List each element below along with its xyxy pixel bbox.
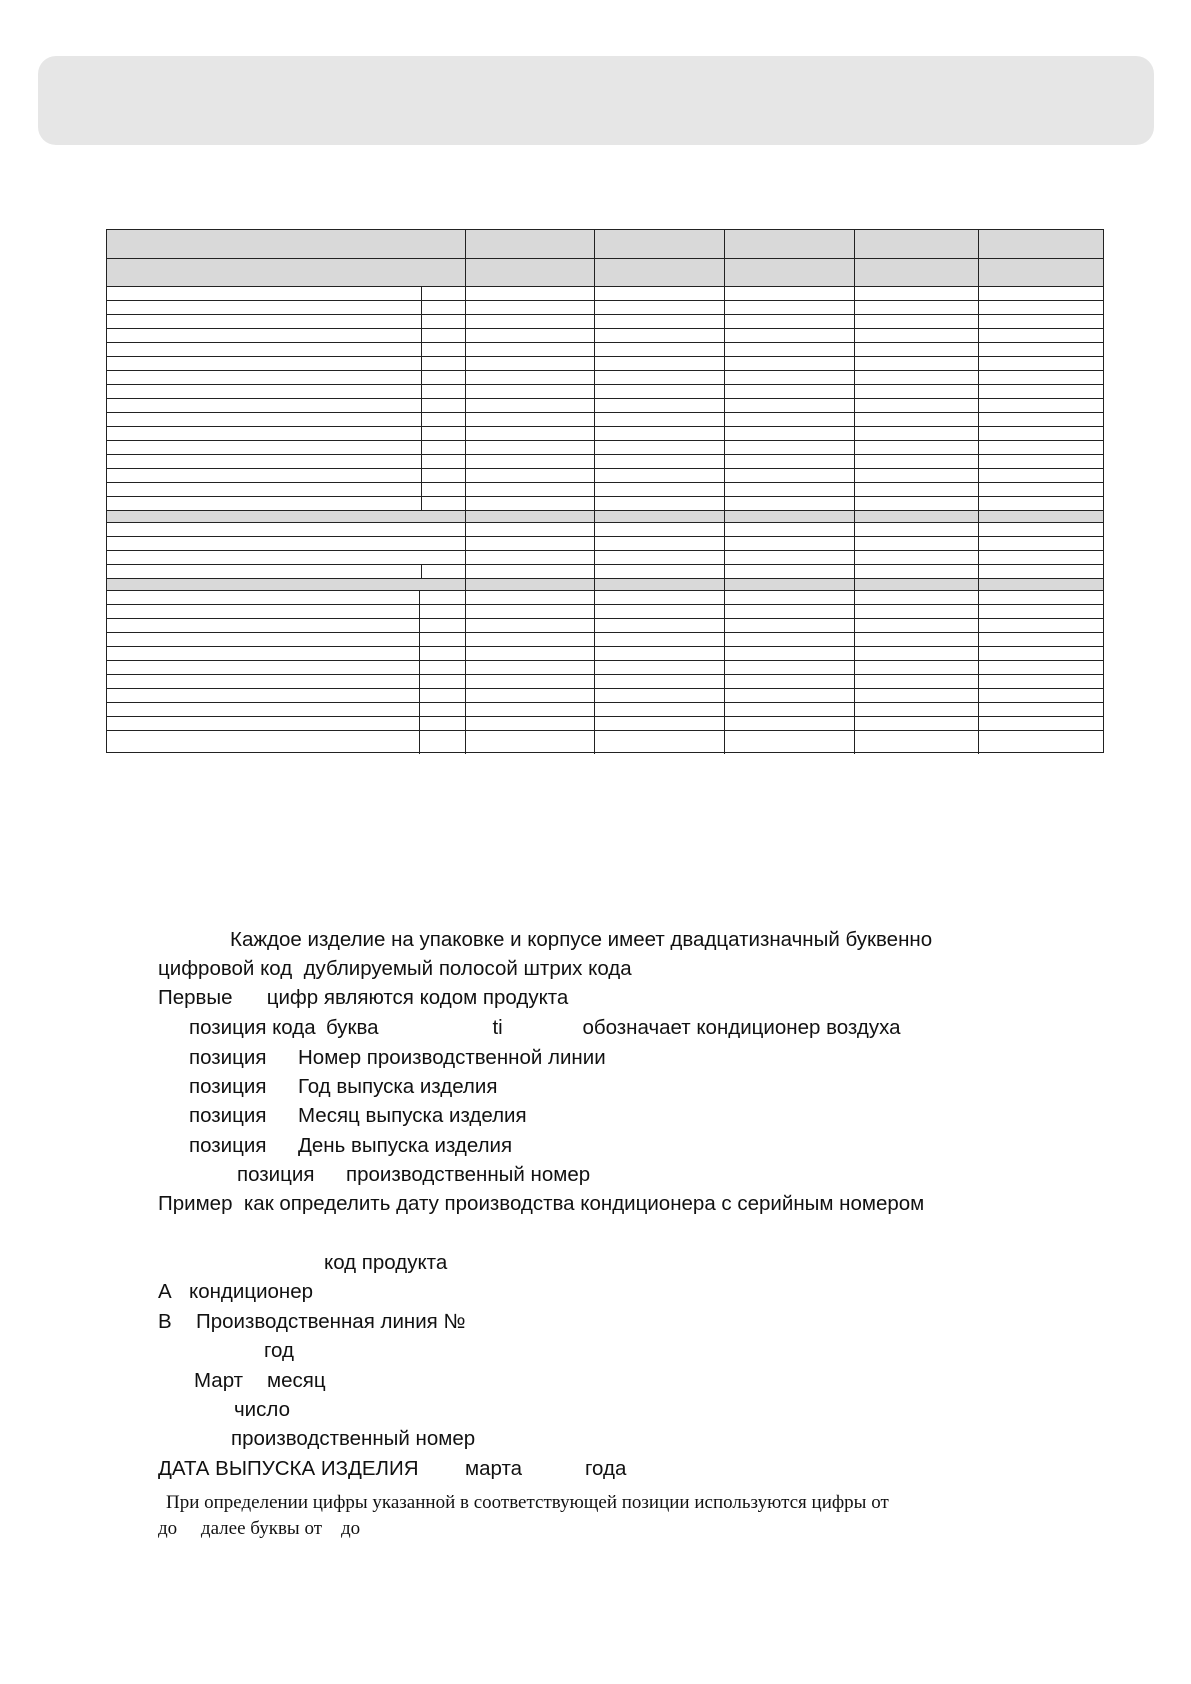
- table-row: [107, 412, 1103, 413]
- note-line-2: до далее буквы от до: [158, 1518, 361, 1539]
- position-label: позиция: [237, 1163, 315, 1186]
- example-serial: производственный номер: [231, 1427, 476, 1450]
- table-column-divider: [724, 230, 725, 754]
- date-label: ДАТА ВЫПУСКА ИЗДЕЛИЯ: [158, 1457, 419, 1480]
- position-text: производственный номер: [346, 1163, 591, 1186]
- position-label: позиция: [189, 1046, 267, 1069]
- table-row: [107, 564, 1103, 565]
- table-row: [107, 426, 1103, 427]
- table-column-divider: [421, 286, 422, 510]
- example-month: месяц: [267, 1369, 326, 1392]
- table-row: [107, 314, 1103, 315]
- table-header-row: [107, 230, 1103, 258]
- table-row: [107, 342, 1103, 343]
- table-row: [107, 454, 1103, 455]
- date-month: марта: [465, 1457, 523, 1480]
- example-year: год: [264, 1339, 294, 1362]
- table-row: [107, 300, 1103, 301]
- table-row: [107, 730, 1103, 731]
- position-text: буква ti обозначает кондиционер воздуха: [326, 1016, 901, 1039]
- spec-table: [106, 229, 1104, 753]
- table-row: [107, 496, 1103, 497]
- position-text: День выпуска изделия: [298, 1134, 513, 1157]
- table-column-divider: [419, 590, 420, 754]
- table-subheader-row: [107, 258, 1103, 286]
- table-row: [107, 646, 1103, 647]
- header-bar: [38, 56, 1154, 145]
- table-column-divider: [421, 564, 422, 578]
- table-row: [107, 384, 1103, 385]
- table-row: [107, 536, 1103, 537]
- example-code: код продукта: [324, 1251, 448, 1274]
- position-text: Номер производственной линии: [298, 1046, 606, 1069]
- table-column-divider: [978, 230, 979, 754]
- example-b-key: В: [158, 1310, 172, 1333]
- table-row: [107, 328, 1103, 329]
- table-row: [107, 674, 1103, 675]
- table-row: [107, 440, 1103, 441]
- table-row: [107, 482, 1103, 483]
- table-row: [107, 702, 1103, 703]
- table-row: [107, 604, 1103, 605]
- table-row: [107, 660, 1103, 661]
- example-b-text: Производственная линия №: [196, 1310, 466, 1333]
- table-row: [107, 468, 1103, 469]
- table-row: [107, 632, 1103, 633]
- note-line-1: При определении цифры указанной в соответствующей позиции используются цифры от: [166, 1492, 889, 1513]
- position-label: позиция: [189, 1104, 267, 1127]
- date-year: года: [585, 1457, 627, 1480]
- table-column-divider: [465, 230, 466, 754]
- intro-line-1: Каждое изделие на упаковке и корпусе имеет двадцатизначный буквенно: [230, 928, 933, 951]
- intro-line-3: Первые цифр являются кодом продукта: [158, 986, 569, 1009]
- example-a-text: кондиционер: [189, 1280, 314, 1303]
- table-row: [107, 370, 1103, 371]
- table-column-divider: [594, 230, 595, 754]
- table-row: [107, 522, 1103, 523]
- example-day: число: [234, 1398, 290, 1421]
- position-label: позиция: [189, 1075, 267, 1098]
- position-text: Месяц выпуска изделия: [298, 1104, 527, 1127]
- position-label: позиция: [189, 1134, 267, 1157]
- intro-line-2: цифровой код дублируемый полосой штрих кода: [158, 957, 632, 980]
- example-intro: Пример как определить дату производства кондиционера с серийным номером: [158, 1192, 925, 1215]
- table-section-row: [107, 578, 1103, 590]
- table-row: [107, 688, 1103, 689]
- table-row: [107, 286, 1103, 287]
- table-row: [107, 716, 1103, 717]
- table-row: [107, 590, 1103, 591]
- example-month-name: Март: [194, 1369, 244, 1392]
- position-text: Год выпуска изделия: [298, 1075, 498, 1098]
- table-row: [107, 356, 1103, 357]
- example-a-key: А: [158, 1280, 172, 1303]
- table-row: [107, 550, 1103, 551]
- table-row: [107, 618, 1103, 619]
- position-label: позиция кода: [189, 1016, 316, 1039]
- table-row: [107, 398, 1103, 399]
- table-section-row: [107, 510, 1103, 522]
- table-column-divider: [854, 230, 855, 754]
